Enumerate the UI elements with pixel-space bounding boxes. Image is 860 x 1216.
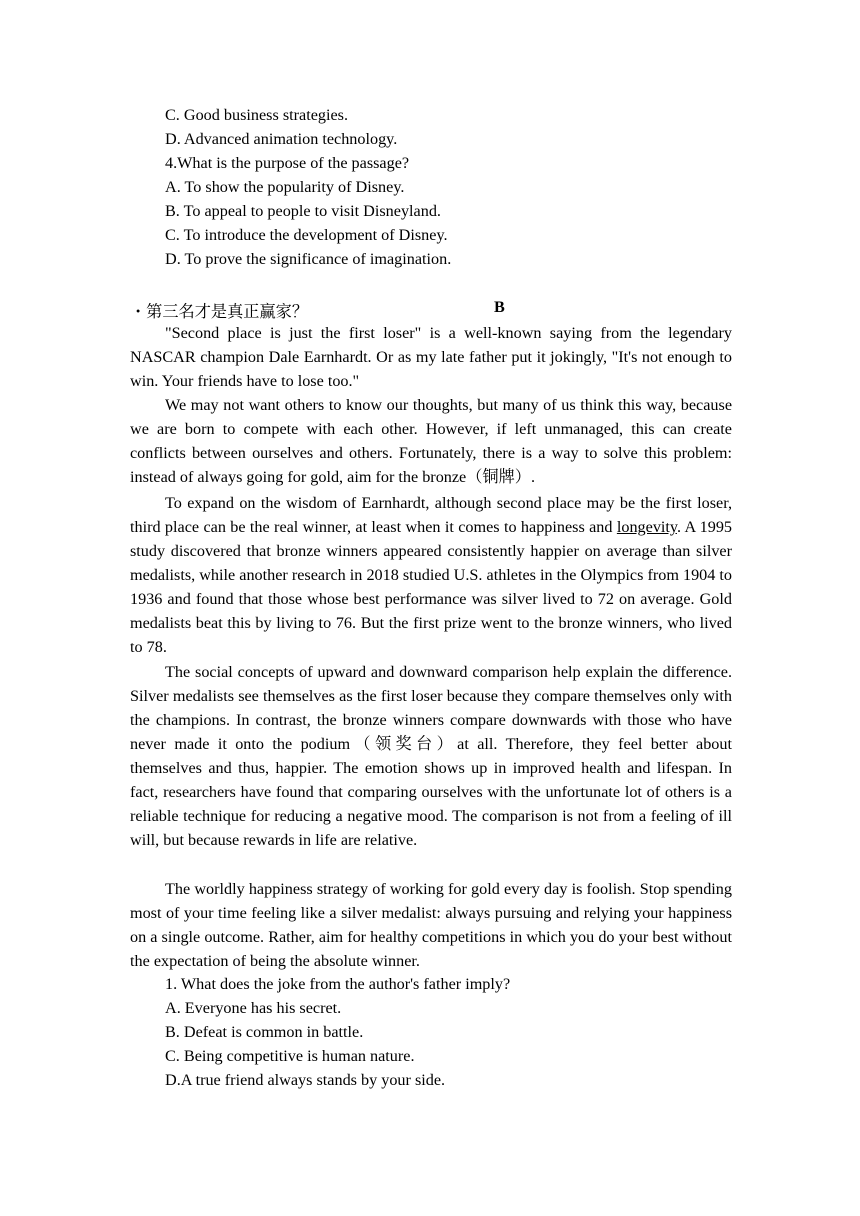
q1-question: 1. What does the joke from the author's father imply? — [165, 975, 511, 993]
q4-option-d: D. To prove the significance of imagination. — [165, 250, 452, 268]
paragraph-2: We may not want others to know our thoughts, but many of us think this way, because we are born to compete with each other. However, if left unmanaged, this can create conflicts between ourselves and others. Fortunately, there is a way to solve this problem: instead of always going for gold, aim for the bronze（铜牌）. — [130, 396, 732, 486]
paragraph-1: "Second place is just the first loser" is a well-known saying from the legendary NASCAR champion Dale Earnhardt. Or as my late father put it jokingly, "It's not enough to win. Your friends have to lose too." — [130, 324, 732, 390]
paragraph-3-part-1: To expand on the wisdom of Earnhardt, although second place may be the first loser, third place can be the real winner, at least when it comes to happiness and — [130, 494, 732, 536]
q4-question: 4.What is the purpose of the passage? — [165, 154, 410, 172]
q4-option-c: C. To introduce the development of Disney. — [165, 226, 448, 244]
underlined-word: longevity — [616, 518, 677, 536]
section-heading — [130, 298, 732, 320]
q4-option-a: A. To show the popularity of Disney. — [165, 178, 405, 196]
paragraph-4: The social concepts of upward and downward comparison help explain the difference. Silver medalists see themselves as the first loser because they compare themselves only with the champions. In contrast, the bronze winners compare downwards with those who have never made it onto the podium（领奖台）at all. Therefore, they feel better about themselves and thus, happier. The emotion shows up in improved health and lifespan. In fact, researchers have found that comparing ourselves with the unfortunate lot of others is a reliable technique for reducing a negative mood. The comparison is not from a feeling of ill will, but because rewards in life are relative. — [130, 663, 732, 849]
section-letter: B — [494, 298, 505, 316]
section-subtitle: ・第三名才是真正赢家？ — [130, 303, 309, 321]
q1-option-a: A. Everyone has his secret. — [165, 999, 342, 1017]
paragraph-5: The worldly happiness strategy of working for gold every day is foolish. Stop spending most of your time feeling like a silver medalist: always pursuing and relying your happiness on a single outcome. Rather, aim for healthy competitions in which you do your best without the expectation of being the absolute winner. — [130, 880, 732, 970]
prev-option-d: D. Advanced animation technology. — [165, 130, 398, 148]
q1-option-d: D.A true friend always stands by your side. — [165, 1071, 446, 1089]
paragraph-3 — [130, 491, 732, 659]
prev-option-c: C. Good business strategies. — [165, 106, 348, 124]
paragraph-3-part-2: . A 1995 study discovered that bronze winners appeared consistently happier on average than silver medalists, while another research in 2018 studied U.S. athletes in the Olympics from 1904 to 1936 and found that those whose best performance was silver lived to 72 on average. Gold medalists beat this by living to 76. But the first prize went to the bronze winners, who lived to 78. — [130, 518, 733, 656]
q1-option-c: C. Being competitive is human nature. — [165, 1047, 415, 1065]
q4-option-b: B. To appeal to people to visit Disneyland. — [165, 202, 441, 220]
q1-option-b: B. Defeat is common in battle. — [165, 1023, 364, 1041]
